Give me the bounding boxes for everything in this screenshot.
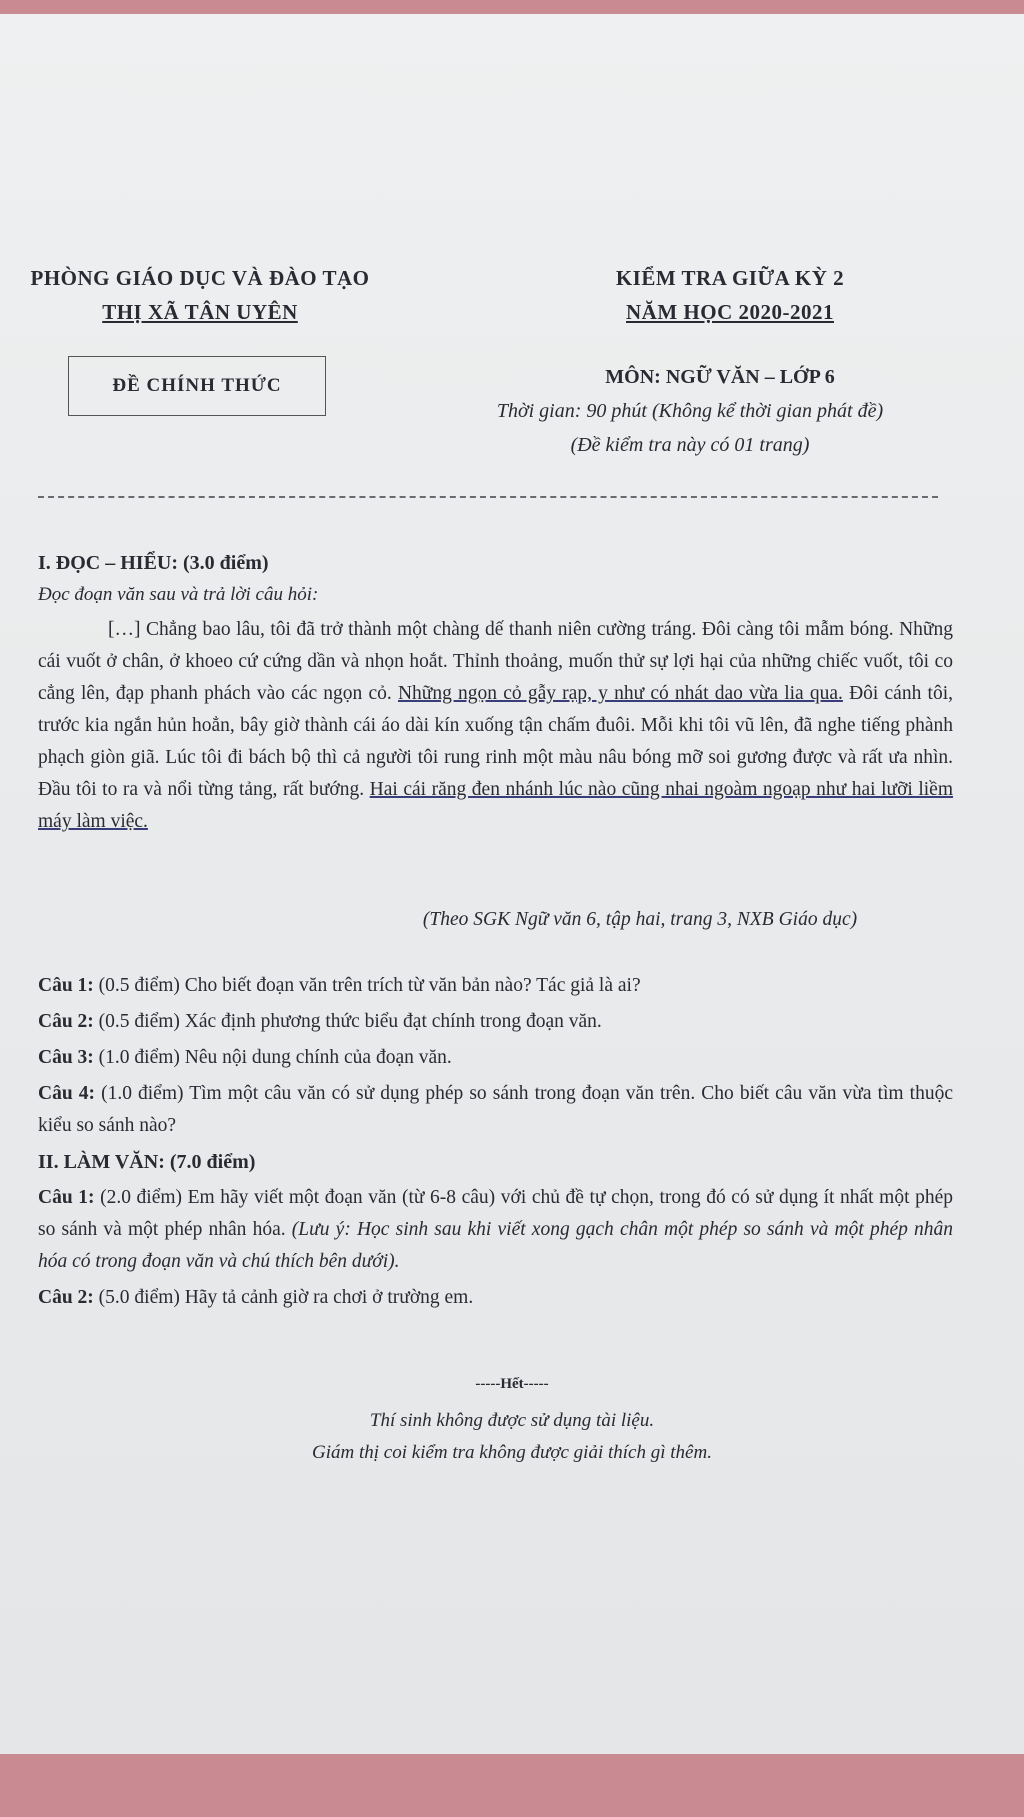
question-1-text: (0.5 điểm) Cho biết đoạn văn trên trích từ văn bản nào? Tác giả là ai? bbox=[93, 975, 641, 996]
header-divider bbox=[38, 496, 938, 498]
time-line: Thời gian: 90 phút (Không kể thời gian phát đề) bbox=[496, 400, 884, 422]
question-4-label: Câu 4: bbox=[38, 1083, 95, 1104]
school-year: NĂM HỌC 2020-2021 bbox=[626, 300, 834, 324]
footer-note-1: Thí sinh không được sử dụng tài liệu. bbox=[369, 1410, 655, 1431]
question-1-label: Câu 1: bbox=[38, 975, 94, 996]
passage-text-1: […] Chẳng bao lâu, tôi đã trở thành một chàng dế thanh niên cường tráng. Đôi càng tôi mẫm bóng. Những cái vuốt ở chân, ở khoeo cứ cứng dần và nhọn hoắt. Thỉnh thoảng, muốn thử sự lợi hại của những chiếc vuốt, tôi co cẳng lên, đạp phanh phách vào các ngọn cỏ. bbox=[38, 619, 953, 704]
writing-question-1-label: Câu 1: bbox=[38, 1187, 95, 1208]
question-3-label: Câu 3: bbox=[38, 1047, 94, 1068]
subject-line: MÔN: NGỮ VĂN – LỚP 6 bbox=[605, 366, 835, 388]
department-name: PHÒNG GIÁO DỤC VÀ ĐÀO TẠO bbox=[30, 266, 370, 290]
passage-underlined-2: Hai cái răng đen nhánh lúc nào cũng nhai ngoàm ngoạp như hai lưỡi liềm máy làm việc. bbox=[38, 779, 954, 832]
writing-question-2-label: Câu 2: bbox=[38, 1287, 94, 1308]
passage-source: (Theo SGK Ngữ văn 6, tập hai, trang 3, NXB Giáo dục) bbox=[422, 909, 858, 930]
writing-question-2 bbox=[38, 1282, 953, 1314]
questions-block bbox=[38, 970, 953, 1318]
section1-instruction: Đọc đoạn văn sau và trả lời câu hỏi: bbox=[38, 584, 319, 605]
question-2-label: Câu 2: bbox=[38, 1011, 94, 1032]
pages-note: (Đề kiểm tra này có 01 trang) bbox=[570, 434, 810, 456]
writing-question-1 bbox=[38, 1182, 953, 1278]
exam-sheet bbox=[0, 14, 1024, 1754]
question-4 bbox=[38, 1078, 953, 1142]
end-mark: -----Hết----- bbox=[475, 1376, 549, 1392]
footer-note-2: Giám thị coi kiểm tra không được giải thích gì thêm. bbox=[312, 1442, 712, 1463]
official-label-box bbox=[68, 356, 326, 416]
section2-points: (7.0 điểm) bbox=[164, 1151, 256, 1173]
passage-text-2: Đôi cánh tôi, trước kia ngắn hủn hoẳn, bây giờ thành cái áo dài kín xuống tận chấm đuôi. Mỗi khi tôi vũ lên, đã nghe tiếng phành phạch giòn giã. Lúc tôi đi bách bộ thì cả người tôi rung rinh một màu nâu bóng mỡ soi gương được và rất ưa nhìn. Đầu tôi to ra và nổi từng tảng, rất bướng. bbox=[38, 683, 953, 800]
writing-question-1-text: (2.0 điểm) Em hãy viết một đoạn văn (từ 6-8 câu) với chủ đề tự chọn, trong đó có sử dụng ít nhất một phép so sánh và một phép nhân hóa. bbox=[38, 1187, 954, 1240]
question-2 bbox=[38, 1006, 953, 1038]
exam-title: KIỂM TRA GIỮA KỲ 2 bbox=[615, 266, 845, 290]
question-3-text: (1.0 điểm) Nêu nội dung chính của đoạn văn. bbox=[93, 1047, 452, 1068]
reading-passage bbox=[38, 614, 953, 838]
town-name: THỊ XÃ TÂN UYÊN bbox=[102, 300, 298, 324]
passage-underlined-1: Những ngọn cỏ gẫy rạp, y như có nhát dao vừa lia qua. bbox=[397, 683, 843, 704]
question-3 bbox=[38, 1042, 953, 1074]
section2-title bbox=[38, 1146, 953, 1178]
section2-title-text: II. LÀM VĂN: bbox=[38, 1151, 165, 1173]
section1-title: I. ĐỌC – HIỂU: (3.0 điểm) bbox=[38, 552, 269, 574]
question-2-text: (0.5 điểm) Xác định phương thức biểu đạt chính trong đoạn văn. bbox=[93, 1011, 602, 1032]
question-1 bbox=[38, 970, 953, 1002]
writing-question-2-text: (5.0 điểm) Hãy tả cảnh giờ ra chơi ở trường em. bbox=[93, 1287, 474, 1308]
official-label: ĐỀ CHÍNH THỨC bbox=[112, 375, 282, 396]
question-4-text: (1.0 điểm) Tìm một câu văn có sử dụng phép so sánh trong đoạn văn trên. Cho biết câu văn vừa tìm thuộc kiểu so sánh nào? bbox=[38, 1083, 953, 1136]
writing-question-1-note: (Lưu ý: Học sinh sau khi viết xong gạch chân một phép so sánh và một phép nhân hóa có trong đoạn văn và chú thích bên dưới). bbox=[38, 1219, 954, 1272]
